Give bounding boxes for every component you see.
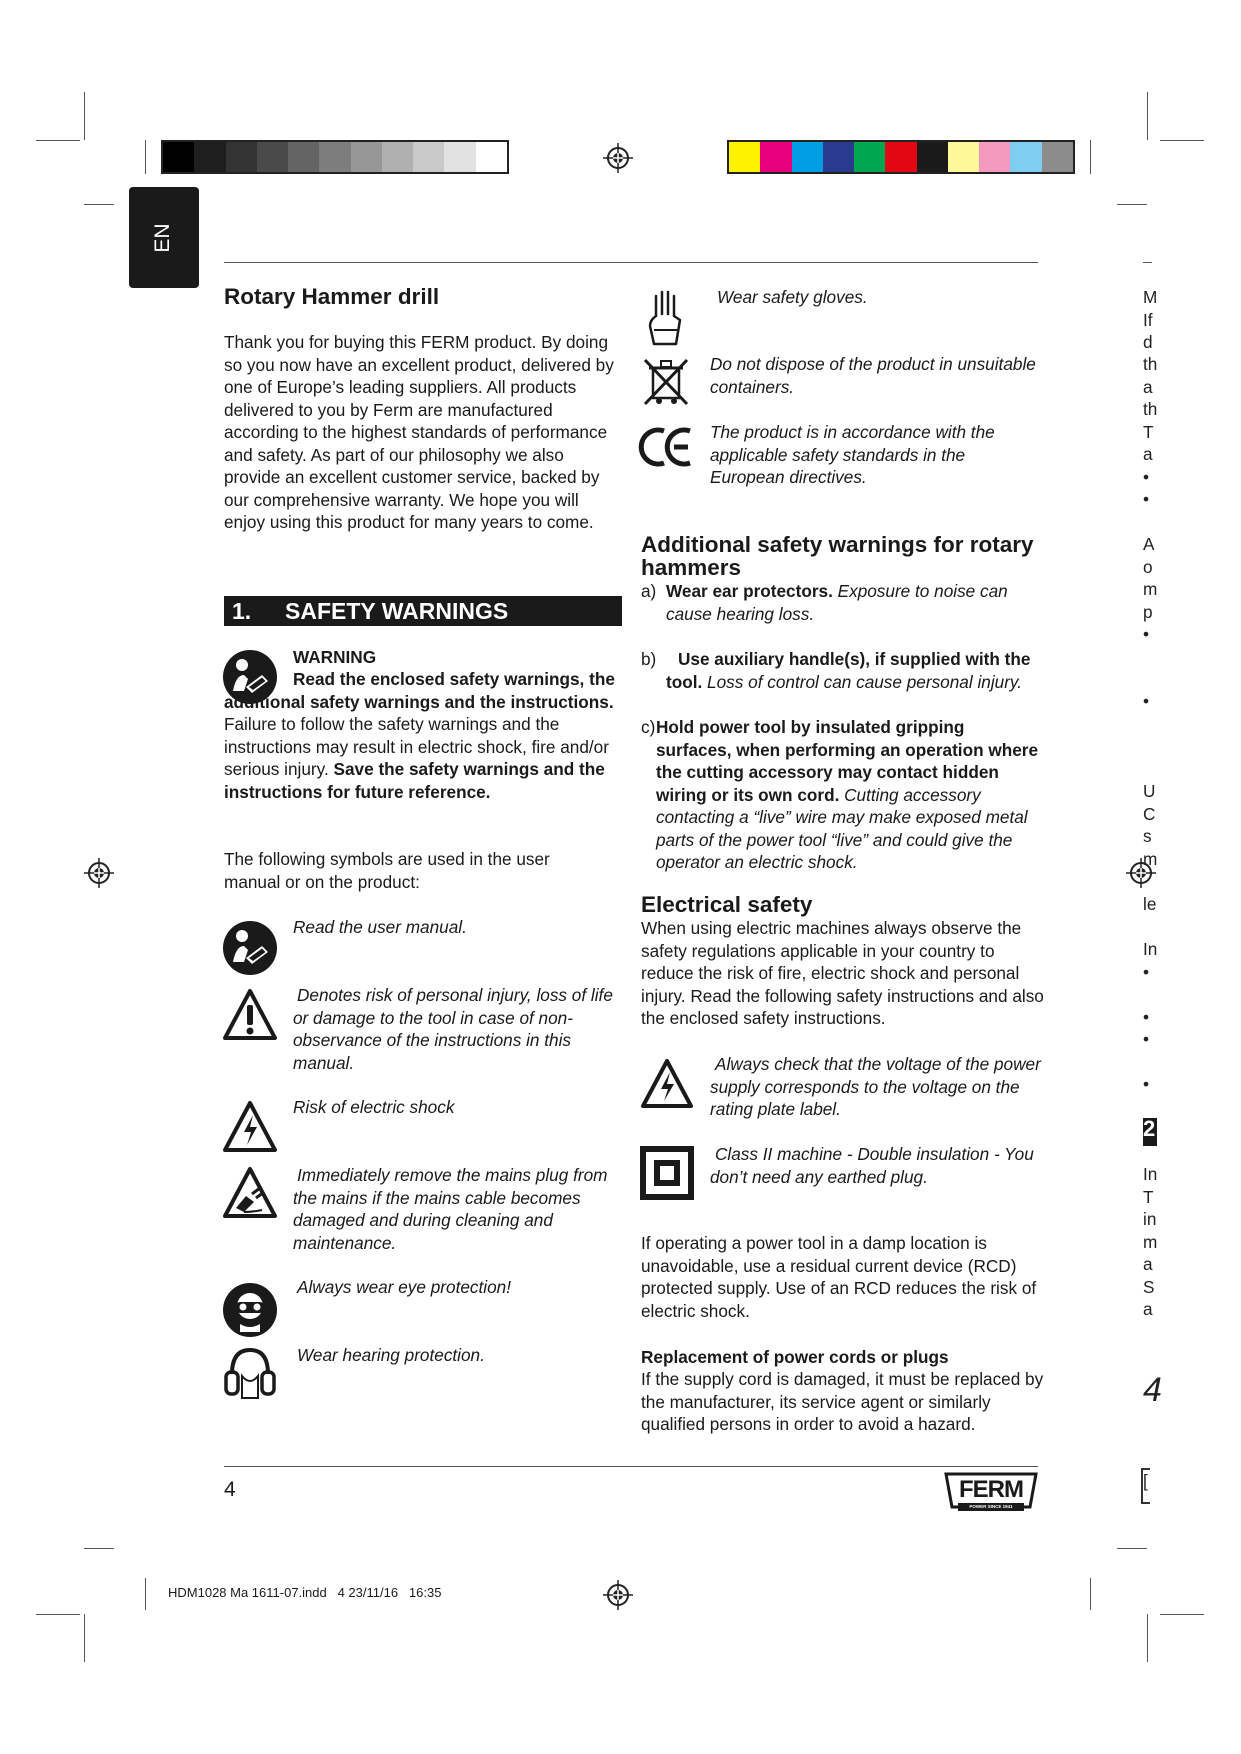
next-page-sliver-fragment: th — [1143, 354, 1158, 374]
voltage-check-icon — [640, 1058, 694, 1110]
additional-item-b — [641, 648, 1041, 692]
eye-protection-icon — [222, 1282, 278, 1338]
symbol-text-disposal: Do not dispose of the product in unsuitable containers. — [710, 354, 1036, 397]
item-label: b) — [641, 649, 657, 669]
warning-triangle-icon — [222, 988, 278, 1042]
warning-bold-instructions: Read the enclosed safety warnings, the additional safety warnings and the instructions. — [224, 669, 615, 712]
next-page-sliver-fragment: • — [1143, 691, 1150, 711]
next-page-sliver-fragment: • — [1143, 467, 1150, 487]
process-swatch — [948, 142, 979, 172]
next-page-sliver-fragment: a — [1143, 1254, 1153, 1274]
section-heading-bar — [224, 596, 622, 626]
grayscale-swatch — [163, 142, 194, 172]
crop-mark — [1147, 1614, 1148, 1662]
process-swatch — [917, 142, 948, 172]
next-page-sliver-fragment: M — [1143, 287, 1158, 307]
symbol-text-eye-protection: Always wear eye protection! — [297, 1277, 511, 1297]
next-page-sliver-fragment: If — [1143, 310, 1153, 330]
file-info: HDM1028 Ma 1611-07.indd 4 23/11/16 16:35 — [168, 1585, 442, 1600]
symbol-text-unplug: Immediately remove the mains plug from the mains if the mains cable becomes damaged and during cleaning and maintenance. — [293, 1165, 608, 1253]
next-page-rule — [1143, 262, 1152, 263]
replacement-heading: Replacement of power cords or plugs — [641, 1347, 949, 1367]
section-title: SAFETY WARNINGS — [285, 598, 509, 624]
language-tab — [129, 187, 199, 288]
registration-mark-icon — [603, 1580, 633, 1610]
registration-mark-icon — [603, 143, 633, 173]
additional-item-c — [641, 716, 1041, 872]
next-page-sliver-fragment: o — [1143, 557, 1153, 577]
crop-mark — [36, 1614, 80, 1615]
grayscale-swatch — [413, 142, 444, 172]
process-swatch — [823, 142, 854, 172]
electrical-safety-heading: Electrical safety — [641, 892, 813, 917]
grayscale-swatch — [194, 142, 225, 172]
next-page-logo-edge — [1141, 1468, 1150, 1504]
item-text: Cutting accessory contacting a “live” wire may make exposed metal parts of the power tool “live” and could give the operator an electric shock. — [656, 784, 1028, 872]
page-number: 4 — [224, 1478, 236, 1501]
additional-item-a — [641, 580, 1041, 624]
next-page-sliver-fragment: C — [1143, 804, 1156, 824]
process-swatch — [1042, 142, 1073, 172]
item-label: a) — [641, 581, 657, 601]
crop-mark — [36, 140, 80, 141]
rcd-paragraph: If operating a power tool in a damp location is unavoidable, use a residual current device (RCD) protected supply. Use of an RCD reduces the risk of electric shock. — [641, 1233, 1037, 1321]
grayscale-swatch — [226, 142, 257, 172]
item-label: c) — [641, 717, 656, 737]
registration-mark-icon — [84, 858, 114, 888]
next-page-sliver-fragment: • — [1143, 1007, 1150, 1027]
safety-gloves-icon — [644, 290, 688, 346]
crop-mark — [84, 92, 85, 140]
symbol-text-warning: Denotes risk of personal injury, loss of life or damage to the tool in case of non-observance of the instructions in this manual. — [293, 985, 613, 1073]
next-page-sliver-fragment: d — [1143, 332, 1153, 352]
next-page-sliver-fragment: a — [1143, 444, 1153, 464]
process-swatch — [885, 142, 916, 172]
next-page-sliver-fragment: m — [1143, 579, 1158, 599]
warning-bold-save: Save the safety warnings and the instructions for future reference. — [224, 759, 605, 802]
read-manual-icon — [222, 920, 278, 976]
ferm-logo-tagline: POWER SINCE 1941 — [969, 1504, 1013, 1509]
process-swatch — [760, 142, 791, 172]
next-page-sliver-fragment: 2 — [1143, 1118, 1157, 1146]
grayscale-swatch — [444, 142, 475, 172]
next-page-sliver-fragment: In — [1143, 1164, 1158, 1184]
symbol-text-double-insulation: Class II machine - Double insulation - You don’t need any earthed plug. — [710, 1144, 1034, 1187]
unplug-warning-icon — [222, 1166, 278, 1220]
next-page-sliver-fragment: 4 — [1143, 1371, 1162, 1409]
crop-mark — [145, 140, 146, 174]
crop-mark — [1117, 1548, 1147, 1549]
next-page-sliver-fragment: th — [1143, 399, 1158, 419]
next-page-sliver-fragment: • — [1143, 1029, 1150, 1049]
crop-mark — [1090, 1578, 1091, 1610]
symbol-text-ear-protection: Wear hearing protection. — [297, 1345, 485, 1365]
crop-mark — [84, 1614, 85, 1662]
ferm-logo — [944, 1471, 1038, 1513]
next-page-sliver-fragment: • — [1143, 624, 1150, 644]
crop-mark — [145, 1578, 146, 1610]
next-page-sliver-fragment: a — [1143, 1299, 1153, 1319]
crossed-bin-icon — [641, 356, 691, 408]
next-page-sliver-fragment: T — [1143, 1187, 1154, 1207]
page-title: Rotary Hammer drill — [224, 284, 440, 309]
ferm-logo-text: FERM — [959, 1476, 1023, 1503]
next-page-sliver-fragment: p — [1143, 602, 1153, 622]
grayscale-color-bar — [161, 140, 509, 174]
item-bold: Wear ear protectors. — [666, 581, 833, 601]
next-page-sliver-fragment: • — [1143, 962, 1150, 982]
next-page-sliver-fragment: s — [1143, 826, 1152, 846]
crop-mark — [84, 1548, 114, 1549]
symbol-text-read-manual: Read the user manual. — [293, 917, 467, 937]
symbol-text-electric-shock: Risk of electric shock — [293, 1097, 455, 1117]
grayscale-swatch — [476, 142, 507, 172]
intro-paragraph: Thank you for buying this FERM product. By doing so you now have an excellent product, delivered by one of Europe’s leading suppliers. All products delivered to you by Ferm are manufactured according to the highest standards of performance and safety. As part of our philosophy we also provide an excellent customer service, backed by our comprehensive warranty. We hope you will enjoy using this product for many years to come. — [224, 332, 614, 532]
process-swatch — [1010, 142, 1041, 172]
process-swatch — [792, 142, 823, 172]
crop-mark — [1117, 204, 1147, 205]
crop-mark — [1147, 92, 1148, 140]
grayscale-swatch — [382, 142, 413, 172]
process-swatch — [729, 142, 760, 172]
grayscale-swatch — [257, 142, 288, 172]
electric-shock-icon — [222, 1100, 278, 1154]
next-page-sliver-fragment: m — [1143, 1232, 1158, 1252]
symbol-text-ce: The product is in accordance with the applicable safety standards in the European directives. — [710, 422, 995, 487]
next-page-sliver-fragment: S — [1143, 1277, 1155, 1297]
next-page-sliver-fragment: A — [1143, 534, 1155, 554]
next-page-sliver-fragment: U — [1143, 781, 1156, 801]
warning-paragraph — [224, 668, 624, 803]
process-color-bar — [727, 140, 1075, 174]
grayscale-swatch — [319, 142, 350, 172]
crop-mark — [1160, 1614, 1204, 1615]
symbol-text-gloves: Wear safety gloves. — [717, 287, 868, 307]
double-insulation-icon — [640, 1146, 694, 1200]
electrical-safety-text: When using electric machines always observe the safety regulations applicable in your country to reduce the risk of fire, electric shock and personal injury. Read the following safety instructions and also the enclosed safety instructions. — [641, 918, 1044, 1028]
section-number: 1. — [232, 598, 252, 624]
next-page-sliver-fragment: • — [1143, 1074, 1150, 1094]
crop-mark — [84, 204, 114, 205]
next-page-sliver-fragment: m — [1143, 849, 1158, 869]
replacement-text: If the supply cord is damaged, it must be replaced by the manufacturer, its service agent or similarly qualified persons in order to avoid a hazard. — [641, 1369, 1044, 1434]
additional-safety-heading: Additional safety warnings for rotary hammers — [641, 532, 1034, 580]
next-page-sliver-fragment: T — [1143, 422, 1154, 442]
next-page-sliver-fragment: a — [1143, 377, 1153, 397]
item-bold: Hold power tool by insulated gripping surfaces, when performing an operation where the cutting accessory may contact hidden wiring or its own cord. — [656, 717, 1039, 805]
crop-mark — [1090, 140, 1091, 174]
process-swatch — [979, 142, 1010, 172]
item-text: Loss of control can cause personal injury. — [702, 671, 1023, 692]
warning-consequences: Failure to follow the safety warnings and the instructions may result in electric shock, fire and/or serious injury. — [224, 714, 609, 779]
symbol-text-voltage: Always check that the voltage of the power supply corresponds to the voltage on the rating plate label. — [710, 1054, 1041, 1119]
header-rule — [224, 262, 1038, 263]
ce-mark-icon — [640, 426, 694, 468]
grayscale-swatch — [351, 142, 382, 172]
footer-rule — [224, 1466, 1038, 1467]
ear-protection-icon — [222, 1344, 278, 1402]
language-tab-label: EN — [151, 223, 174, 253]
item-bold: Use auxiliary handle(s), if supplied with the tool. — [666, 649, 1031, 692]
grayscale-swatch — [288, 142, 319, 172]
next-page-sliver-fragment: [ — [1143, 1471, 1148, 1491]
next-page-sliver-fragment: • — [1143, 489, 1150, 509]
crop-mark — [1160, 140, 1204, 141]
next-page-sliver-fragment: in — [1143, 1209, 1157, 1229]
process-swatch — [854, 142, 885, 172]
next-page-sliver-fragment: In — [1143, 939, 1158, 959]
warning-label: WARNING — [293, 647, 377, 667]
next-page-sliver-fragment: le — [1143, 894, 1157, 914]
symbols-intro: The following symbols are used in the user manual or on the product: — [224, 849, 550, 892]
item-text: Exposure to noise can cause hearing loss. — [666, 581, 1008, 624]
